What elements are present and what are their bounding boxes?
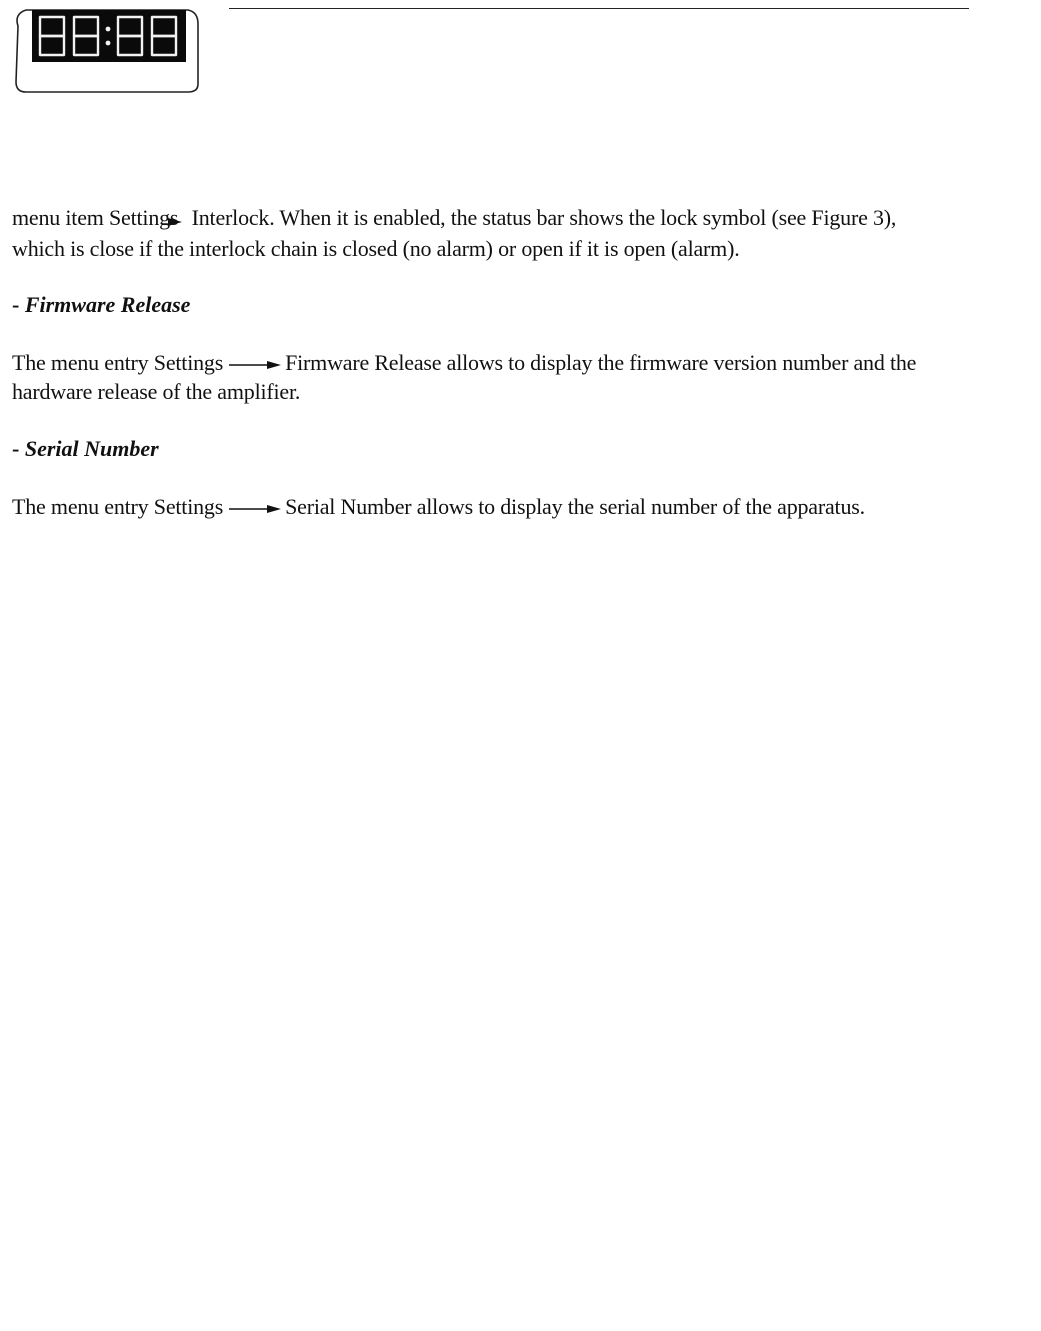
serial-rest: Serial Number allows to display the serial number of the apparatus.	[285, 494, 865, 519]
firmware-release-heading: - Firmware Release	[12, 292, 191, 317]
interlock-paragraph	[12, 203, 1012, 263]
firmware-prefix: The menu entry Settings	[12, 350, 224, 375]
intro-settings: Settings	[109, 205, 179, 230]
serial-number-heading: - Serial Number	[12, 436, 159, 461]
serial-prefix: The menu entry Settings	[12, 494, 224, 519]
arrow-right-icon	[229, 360, 281, 370]
firmware-paragraph	[12, 348, 1012, 406]
firmware-rest: Firmware Release allows to display the firmware version number and the	[285, 350, 917, 375]
intro-line2: which is close if the interlock chain is closed (no alarm) or open if it is open (alarm).	[12, 236, 740, 262]
serial-paragraph	[12, 492, 1012, 521]
arrow-right-icon	[229, 504, 281, 514]
header-rule	[229, 8, 969, 9]
intro-rest: Interlock. When it is enabled, the status bar shows the lock symbol (see Figure 3),	[191, 205, 897, 230]
firmware-line2: hardware release of the amplifier.	[12, 379, 301, 404]
intro-prefix: menu item	[12, 205, 104, 230]
seven-segment-display-icon	[12, 6, 200, 94]
